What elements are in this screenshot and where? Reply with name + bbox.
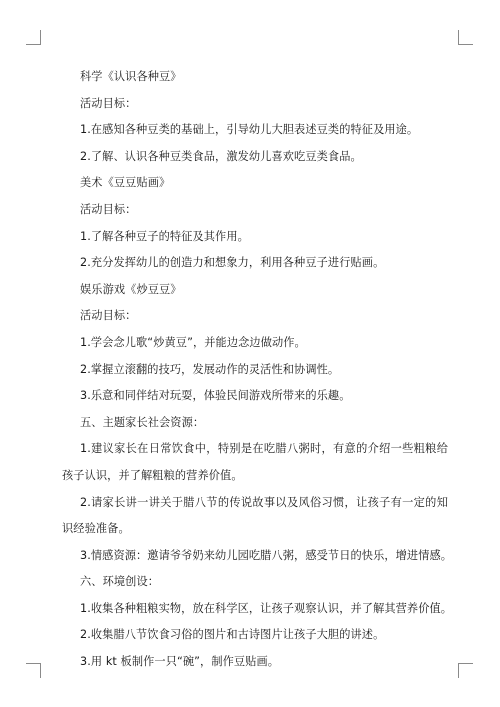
section-heading-parent-resources: 五、主题家长社会资源： — [80, 415, 205, 429]
document-body — [62, 64, 453, 676]
paragraph: 3.乐意和同伴结对玩耍，体验民间游戏所带来的乐趣。 — [80, 389, 351, 403]
paragraph-wrapped: 1.建议家长在日常饮食中，特别是在吃腊八粥时，有意的介绍一些粗粮给孩子认识，并了解粗粮的营养价值。 — [62, 442, 448, 482]
paragraph: 1.收集各种粗粮实物，放在科学区，让孩子观察认识，并了解其营养价值。 — [80, 601, 453, 615]
paragraph: 1.在感知各种豆类的基础上，引导幼儿大胆表述豆类的特征及用途。 — [80, 123, 419, 137]
crop-mark-top-left — [26, 30, 41, 45]
paragraph: 1.了解各种豆子的特征及其作用。 — [80, 229, 249, 243]
paragraph: 3.情感资源：邀请爷爷奶来幼儿园吃腊八粥，感受节日的快乐，增进情感。 — [80, 548, 453, 562]
activity-goals-label: 活动目标： — [80, 96, 137, 110]
crop-mark-bottom-left — [26, 663, 41, 678]
paragraph: 1.学会念儿歌“炒黄豆”，并能边念边做动作。 — [80, 335, 306, 349]
activity-goals-label: 活动目标： — [80, 309, 137, 323]
heading-game-activity: 娱乐游戏《炒豆豆》 — [80, 282, 182, 296]
heading-art-activity: 美术《豆豆贴画》 — [80, 176, 171, 190]
paragraph: 2.充分发挥幼儿的创造力和想象力，利用各种豆子进行贴画。 — [80, 256, 385, 270]
heading-science-activity: 科学《认识各种豆》 — [80, 70, 182, 83]
activity-goals-label: 活动目标： — [80, 202, 137, 216]
section-heading-environment: 六、环境创设： — [80, 575, 160, 589]
paragraph: 2.收集腊八节饮食习俗的图片和古诗图片让孩子大胆的讲述。 — [80, 628, 385, 642]
paragraph: 3.用 kt 板制作一只“碗”，制作豆贴画。 — [80, 655, 280, 669]
paragraph-wrapped: 2.请家长讲一讲关于腊八节的传说故事以及风俗习惯，让孩子有一定的知识经验准备。 — [62, 495, 448, 536]
crop-mark-top-right — [458, 30, 473, 45]
paragraph: 2.了解、认识各种豆类食品，激发幼儿喜欢吃豆类食品。 — [80, 149, 362, 163]
crop-mark-bottom-right — [458, 663, 473, 678]
paragraph: 2.掌握立滚翻的技巧，发展动作的灵活性和协调性。 — [80, 362, 340, 376]
